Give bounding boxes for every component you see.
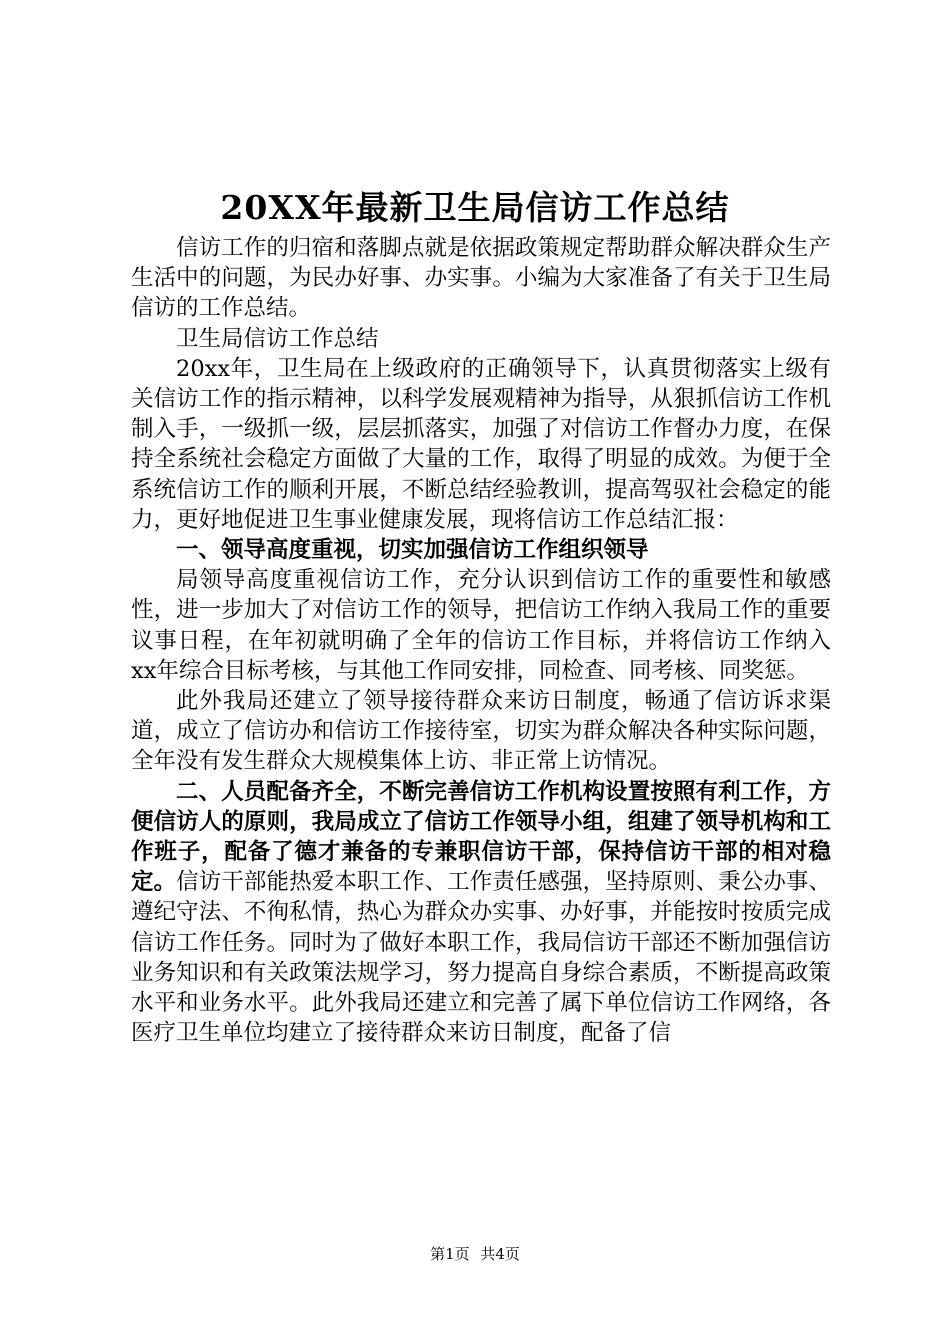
section1-paragraph-1: 局领导高度重视信访工作，充分认识到信访工作的重要性和敏感性，进一步加大了对信访工作的领导，把信访工作纳入我局工作的重要议事日程，在年初就明确了全年的信访工作目标，并将信访工作纳入xx年综合目标考核，与其他工作同安排，同检查、同考核、同奖惩。	[131, 567, 831, 684]
page-total: 共4页	[480, 1245, 520, 1263]
subtitle-paragraph: 卫生局信访工作总结	[176, 325, 379, 352]
intro-paragraph: 信访工作的归宿和落脚点就是依据政策规定帮助群众解决群众生产生活中的问题，为民办好事、办实事。小编为大家准备了有关于卫生局信访的工作总结。	[131, 235, 831, 322]
page-number: 第1页	[430, 1245, 470, 1263]
section2-paragraph	[131, 777, 831, 1049]
page-footer	[0, 1243, 950, 1264]
section-heading-1: 一、领导高度重视，切实加强信访工作组织领导	[176, 537, 649, 564]
section-heading-2: 二、人员配备齐全，不断完善信访工作机构设置按照有利工作，方便信访人的原则，我局成立了信访工作领导小组，组建了领导机构和工作班子，配备了德才兼备的专兼职信访干部，保持信访干部的相对稳定。	[131, 778, 831, 896]
overview-paragraph: 20xx年，卫生局在上级政府的正确领导下，认真贯彻落实上级有关信访工作的指示精神，以科学发展观精神为指导，从狠抓信访工作机制入手，一级抓一级，层层抓落实，加强了对信访工作督办力度，在保持全系统社会稳定方面做了大量的工作，取得了明显的成效。为便于全系统信访工作的顺利开展，不断总结经验教训，提高驾驭社会稳定的能力，更好地促进卫生事业健康发展，现将信访工作总结汇报：	[131, 355, 831, 533]
section2-body-text: 信访干部能热爱本职工作、工作责任感强，坚持原则、秉公办事、遵纪守法、不徇私情，热心为群众办实事、办好事，并能按时按质完成信访工作任务。同时为了做好本职工作，我局信访干部还不断加强信访业务知识和有关政策法规学习，努力提高自身综合素质，不断提高政策水平和业务水平。此外我局还建立和完善了属下单位信访工作网络，各医疗卫生单位均建立了接待群众来访日制度，配备了信	[131, 869, 831, 1047]
document-title: 20XX年最新卫生局信访工作总结	[220, 188, 730, 227]
document-body	[131, 233, 831, 1048]
section1-paragraph-2: 此外我局还建立了领导接待群众来访日制度，畅通了信访诉求渠道，成立了信访办和信访工作接待室，切实为群众解决各种实际问题，全年没有发生群众大规模集体上访、非正常上访情况。	[131, 688, 831, 775]
